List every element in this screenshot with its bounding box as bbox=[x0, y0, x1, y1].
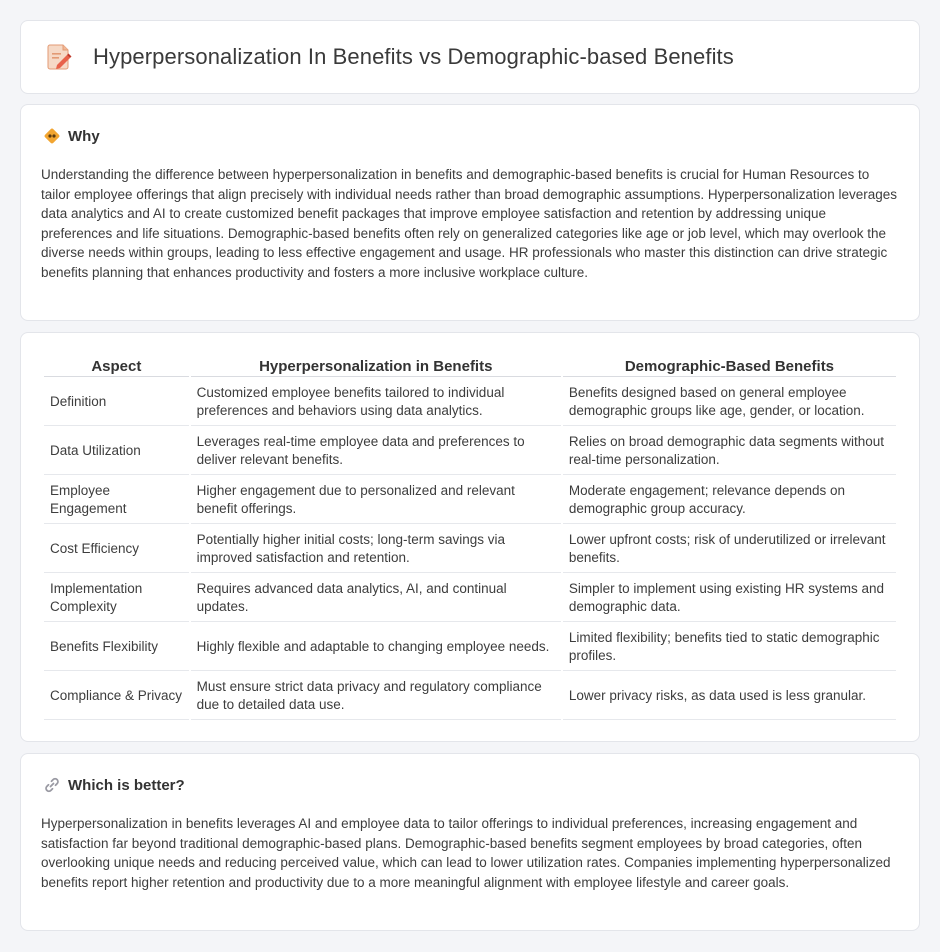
aspect-cell: Employee Engagement bbox=[44, 475, 189, 524]
demo-cell: Simpler to implement using existing HR systems and demographic data. bbox=[563, 573, 896, 622]
table-row bbox=[44, 377, 896, 426]
better-heading: Which is better? bbox=[68, 776, 185, 794]
table-row bbox=[44, 426, 896, 475]
aspect-cell: Implementation Complexity bbox=[44, 573, 189, 622]
table-row bbox=[44, 622, 896, 671]
header-demographic: Demographic-Based Benefits bbox=[563, 353, 896, 377]
hyper-cell: Potentially higher initial costs; long-term savings via improved satisfaction and retention. bbox=[191, 524, 561, 573]
hyper-cell: Leverages real-time employee data and preferences to deliver relevant benefits. bbox=[191, 426, 561, 475]
aspect-cell: Data Utilization bbox=[44, 426, 189, 475]
aspect-cell: Definition bbox=[44, 377, 189, 426]
table-header-row bbox=[44, 353, 896, 377]
why-section bbox=[20, 104, 920, 321]
table-row bbox=[44, 475, 896, 524]
hyper-cell: Customized employee benefits tailored to individual preferences and behaviors using data analytics. bbox=[191, 377, 561, 426]
link-icon bbox=[43, 776, 61, 794]
why-text: Understanding the difference between hyperpersonalization in benefits and demographic-based benefits is crucial for Human Resources to tailor employee offerings that align precisely with individual needs rather than broad demographic assumptions. Hyperpersonalization leverages data analytics and AI to create customized benefit packages that improve employee satisfaction and retention by addressing unique preferences and life situations. Demographic-based benefits often rely on generalized categories like age or job level, which may overlook the diverse needs within groups, leading to less effective engagement and usage. HR professionals who master this distinction can drive strategic benefits planning that enhances productivity and fosters a more inclusive workplace culture. bbox=[41, 167, 897, 280]
demo-cell: Lower privacy risks, as data used is less granular. bbox=[563, 671, 896, 720]
page-title: Hyperpersonalization In Benefits vs Demographic-based Benefits bbox=[93, 44, 734, 69]
header-card bbox=[20, 20, 920, 94]
hyper-cell: Higher engagement due to personalized and relevant benefit offerings. bbox=[191, 475, 561, 524]
aspect-cell: Cost Efficiency bbox=[44, 524, 189, 573]
header-aspect: Aspect bbox=[44, 353, 189, 377]
better-heading-row bbox=[43, 776, 185, 794]
demo-cell: Lower upfront costs; risk of underutilized or irrelevant benefits. bbox=[563, 524, 896, 573]
hyper-cell: Highly flexible and adaptable to changing employee needs. bbox=[191, 622, 561, 671]
hyper-cell: Requires advanced data analytics, AI, and continual updates. bbox=[191, 573, 561, 622]
table-row bbox=[44, 671, 896, 720]
why-heading: Why bbox=[68, 127, 100, 145]
demo-cell: Relies on broad demographic data segments without real-time personalization. bbox=[563, 426, 896, 475]
demo-cell: Limited flexibility; benefits tied to static demographic profiles. bbox=[563, 622, 896, 671]
table-row bbox=[44, 573, 896, 622]
diamond-sign-icon bbox=[43, 127, 61, 145]
better-section bbox=[20, 753, 920, 931]
aspect-cell: Compliance & Privacy bbox=[44, 671, 189, 720]
title-row bbox=[47, 43, 734, 71]
comparison-table bbox=[42, 353, 898, 720]
better-text: Hyperpersonalization in benefits leverages AI and employee data to tailor offerings to individual preferences, increasing engagement and satisfaction far beyond traditional demographic-based plans. Demographic-based benefits segment employees by broad categories, often overlooking unique needs and reducing perceived value, which can lead to lower utilization rates. Companies implementing hyperpersonalized benefits report higher retention and productivity due to a more meaningful alignment with employee lifestyle and career goals. bbox=[41, 816, 891, 890]
header-hyperpersonalization: Hyperpersonalization in Benefits bbox=[191, 353, 561, 377]
hyper-cell: Must ensure strict data privacy and regulatory compliance due to detailed data use. bbox=[191, 671, 561, 720]
document-edit-icon bbox=[47, 43, 73, 71]
demo-cell: Benefits designed based on general employee demographic groups like age, gender, or location. bbox=[563, 377, 896, 426]
table-row bbox=[44, 524, 896, 573]
aspect-cell: Benefits Flexibility bbox=[44, 622, 189, 671]
comparison-section bbox=[20, 332, 920, 742]
demo-cell: Moderate engagement; relevance depends on demographic group accuracy. bbox=[563, 475, 896, 524]
why-heading-row bbox=[43, 127, 100, 145]
